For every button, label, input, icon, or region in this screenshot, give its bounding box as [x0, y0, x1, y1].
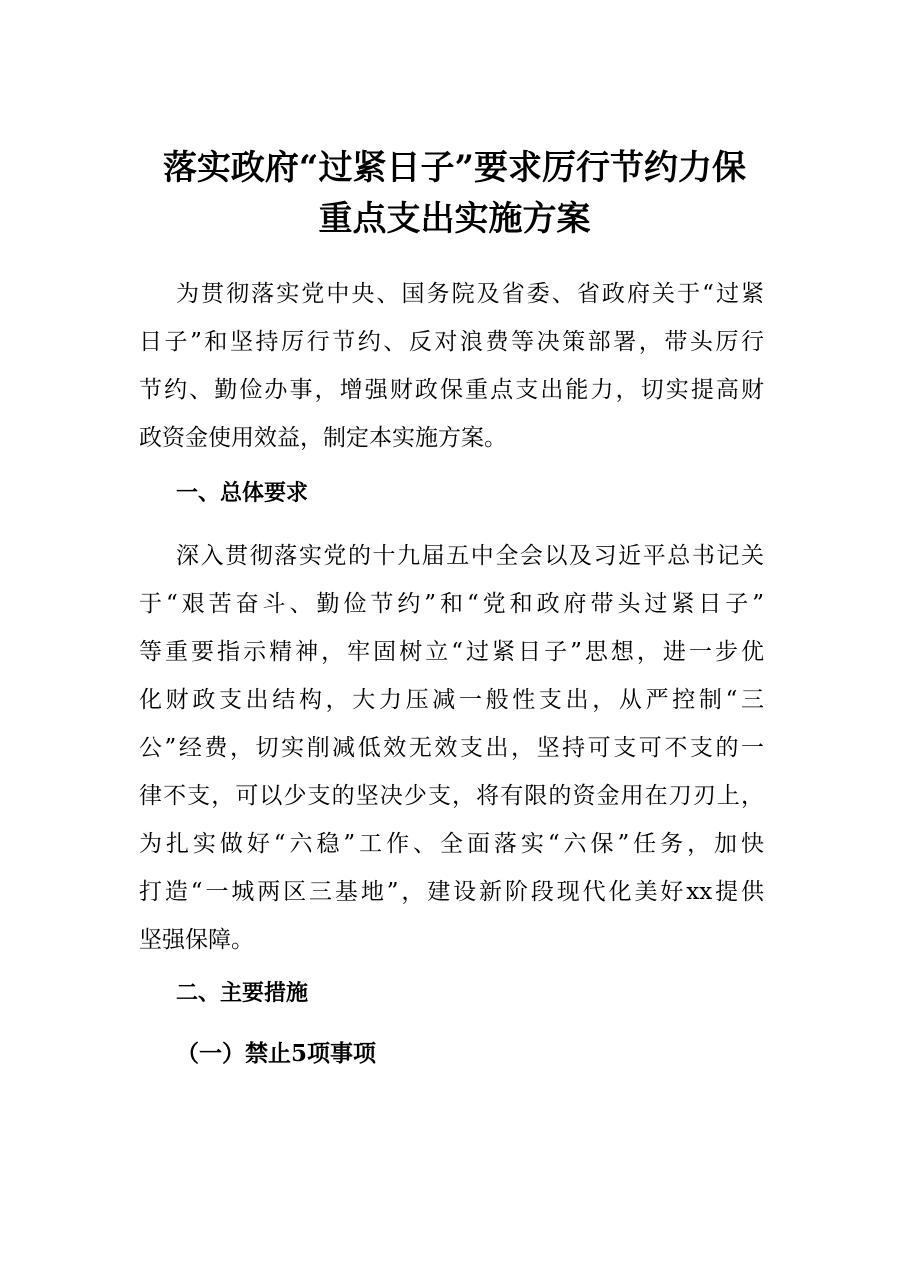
- document-title-line-1: 落实政府“过紧日子”要求厉行节约力保: [162, 148, 747, 188]
- section-line: 公”经费，切实削减低效无效支出，坚持可支可不支的一: [139, 735, 764, 761]
- intro-line: 日子”和坚持厉行节约、反对浪费等决策部署，带头厉行: [139, 329, 764, 355]
- section-line: 为扎实做好“六稳”工作、全面落实“六保”任务，加快: [139, 831, 764, 857]
- section-line: 律不支，可以少支的坚决少支，将有限的资金用在刀刃上，: [139, 783, 764, 809]
- general-requirements-paragraph: [139, 532, 764, 964]
- section-heading-general-requirements: 一、总体要求: [176, 481, 309, 506]
- section-line: 等重要指示精神，牢固树立“过紧日子”思想，进一步优: [139, 639, 764, 665]
- section-line: 深入贯彻落实党的十九届五中全会以及习近平总书记关: [176, 543, 764, 569]
- section-heading-main-measures: 二、主要措施: [176, 981, 309, 1006]
- section-line: 于“艰苦奋斗、勤俭节约”和“党和政府带头过紧日子”: [139, 591, 764, 617]
- section-line: 坚强保障。: [139, 927, 254, 953]
- section-line: 化财政支出结构，大力压减一般性支出，从严控制“三: [139, 687, 764, 713]
- section-line: 打造“一城两区三基地”，建设新阶段现代化美好xx提供: [139, 879, 764, 905]
- intro-paragraph: [139, 270, 764, 462]
- intro-line: 为贯彻落实党中央、国务院及省委、省政府关于“过紧: [176, 281, 764, 307]
- document-title-line-2: 重点支出实施方案: [318, 199, 591, 239]
- intro-line: 政资金使用效益，制定本实施方案。: [139, 425, 507, 451]
- subsection-heading-prohibitions: （一）禁止5项事项: [176, 1040, 377, 1067]
- intro-line: 节约、勤俭办事，增强财政保重点支出能力，切实提高财: [139, 377, 764, 403]
